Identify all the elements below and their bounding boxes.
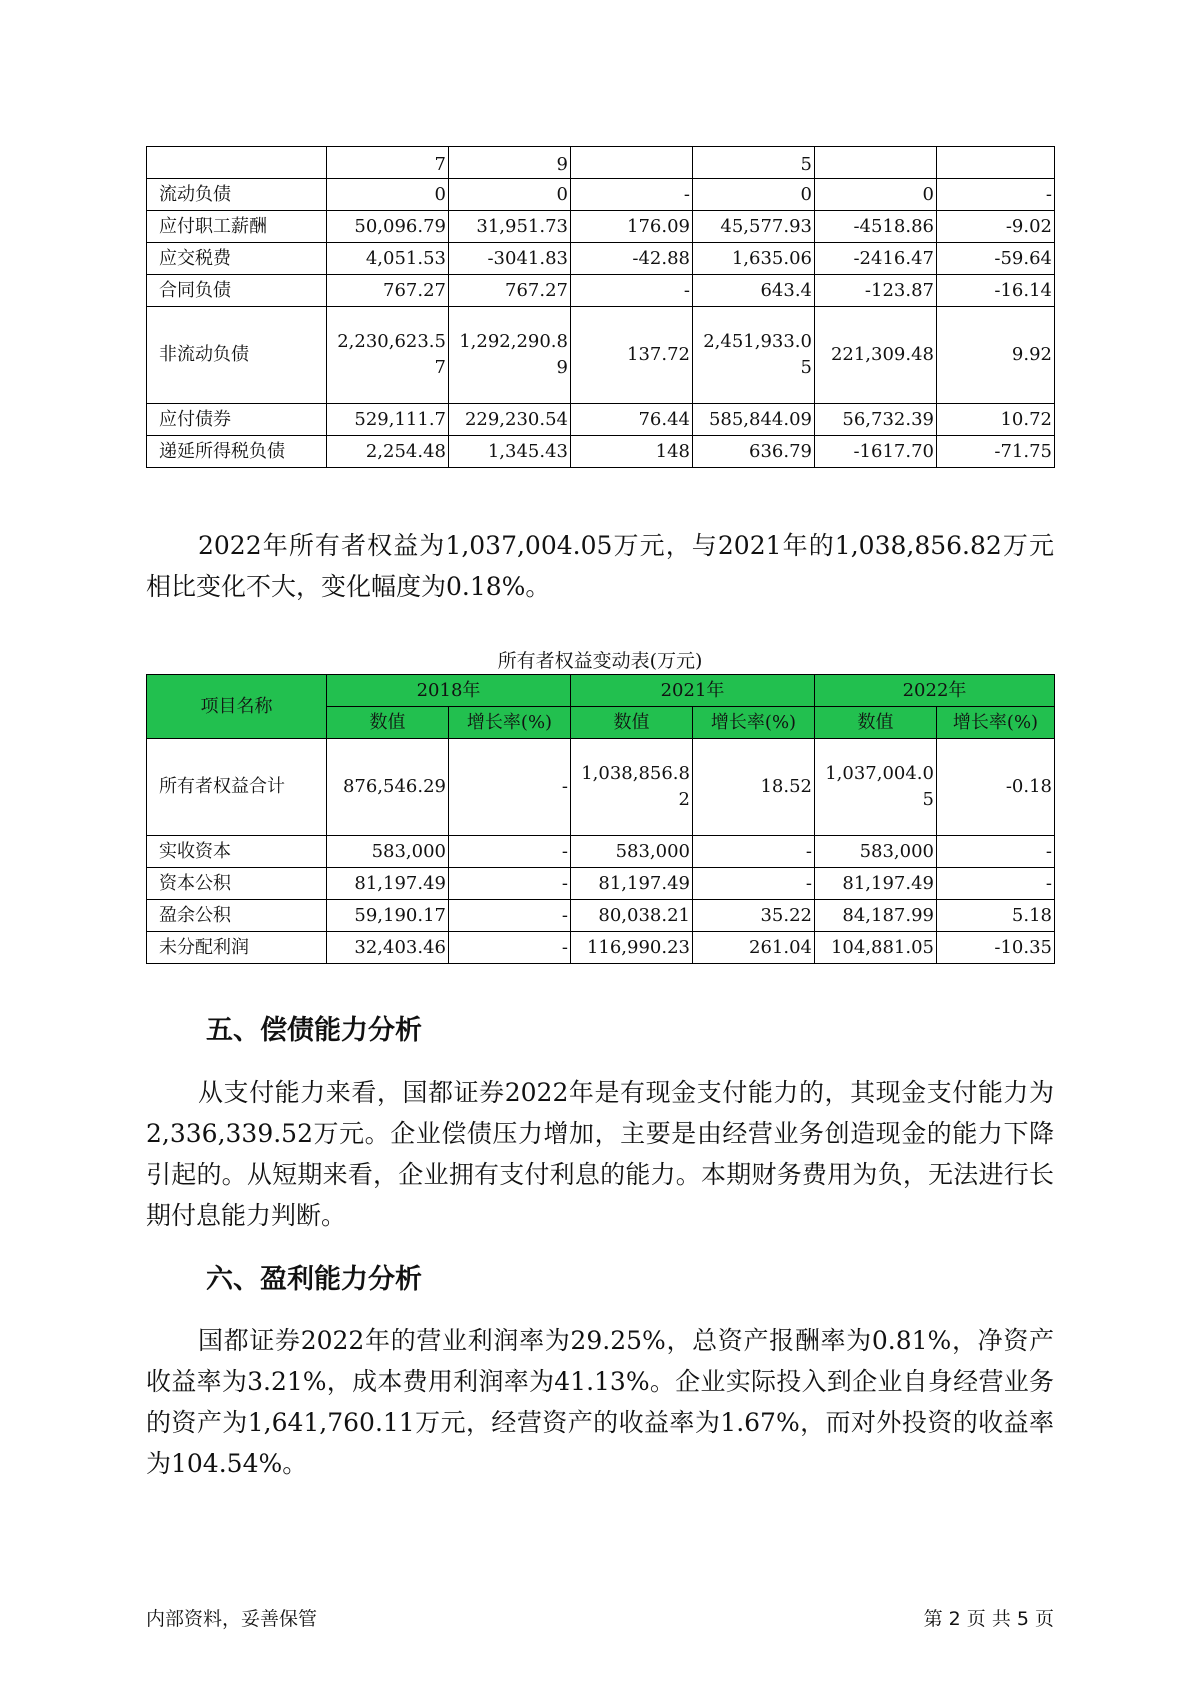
cell: 767.27 [327, 275, 449, 307]
cell: 2,451,933.05 [693, 307, 815, 404]
cell: - [449, 900, 571, 932]
cell: - [937, 868, 1055, 900]
cell: 35.22 [693, 900, 815, 932]
cell [937, 147, 1055, 179]
cell: 50,096.79 [327, 211, 449, 243]
cell: 0 [449, 179, 571, 211]
cell: 10.72 [937, 404, 1055, 436]
cell: - [449, 836, 571, 868]
cell: 4,051.53 [327, 243, 449, 275]
row-label: 应付债券 [147, 404, 327, 436]
cell: 2,230,623.57 [327, 307, 449, 404]
table-row [147, 211, 1055, 243]
cell: -59.64 [937, 243, 1055, 275]
cell: - [571, 179, 693, 211]
cell: 9 [449, 147, 571, 179]
row-label: 应交税费 [147, 243, 327, 275]
row-label [147, 147, 327, 179]
cell: - [693, 836, 815, 868]
cell: 636.79 [693, 436, 815, 468]
cell: 148 [571, 436, 693, 468]
cell: - [449, 739, 571, 836]
cell: 56,732.39 [815, 404, 937, 436]
footer-confidential-note: 内部资料，妥善保管 [146, 1608, 318, 1630]
cell: 876,546.29 [327, 739, 449, 836]
cell: -1617.70 [815, 436, 937, 468]
year-header: 2018年 [327, 675, 571, 707]
cell: 31,951.73 [449, 211, 571, 243]
cell: 1,037,004.05 [815, 739, 937, 836]
section-heading-profitability: 六、盈利能力分析 [206, 1264, 422, 1295]
row-label: 合同负债 [147, 275, 327, 307]
cell: - [449, 932, 571, 964]
cell: -4518.86 [815, 211, 937, 243]
table-row [147, 243, 1055, 275]
cell: -16.14 [937, 275, 1055, 307]
cell: 0 [693, 179, 815, 211]
cell: 116,990.23 [571, 932, 693, 964]
row-label: 未分配利润 [147, 932, 327, 964]
year-header: 2021年 [571, 675, 815, 707]
cell: 45,577.93 [693, 211, 815, 243]
footer-page-number: 第 2 页 共 5 页 [923, 1608, 1054, 1630]
value-header: 数值 [327, 707, 449, 739]
item-header: 项目名称 [147, 675, 327, 739]
table-row [147, 436, 1055, 468]
cell: 1,038,856.82 [571, 739, 693, 836]
cell: - [693, 868, 815, 900]
table-row [147, 932, 1055, 964]
cell: 80,038.21 [571, 900, 693, 932]
growth-header: 增长率(%) [693, 707, 815, 739]
cell: 5 [693, 147, 815, 179]
cell: 76.44 [571, 404, 693, 436]
row-label: 流动负债 [147, 179, 327, 211]
cell: 0 [327, 179, 449, 211]
solvency-paragraph: 从支付能力来看，国都证券2022年是有现金支付能力的，其现金支付能力为2,336,339.52万元。企业偿债压力增加，主要是由经营业务创造现金的能力下降引起的。从短期来看，企业拥有支付利息的能力。本期财务费用为负，无法进行长期付息能力判断。 [146, 1078, 1054, 1230]
table-row [147, 739, 1055, 836]
equity-table [146, 674, 1055, 964]
cell: -9.02 [937, 211, 1055, 243]
cell: - [449, 868, 571, 900]
cell: 767.27 [449, 275, 571, 307]
table-row [147, 900, 1055, 932]
table-row [147, 404, 1055, 436]
cell: -42.88 [571, 243, 693, 275]
cell: -3041.83 [449, 243, 571, 275]
profitability-paragraph: 国都证券2022年的营业利润率为29.25%，总资产报酬率为0.81%，净资产收益率为3.21%，成本费用利润率为41.13%。企业实际投入到企业自身经营业务的资产为1,641,760.11万元，经营资产的收益率为1.67%，而对外投资的收益率为104.54%。 [146, 1326, 1054, 1478]
cell: 2,254.48 [327, 436, 449, 468]
cell: 81,197.49 [571, 868, 693, 900]
growth-header: 增长率(%) [937, 707, 1055, 739]
cell [571, 147, 693, 179]
table-caption: 所有者权益变动表(万元) [497, 650, 703, 672]
cell: 229,230.54 [449, 404, 571, 436]
table-row [147, 147, 1055, 179]
section-heading-solvency: 五、偿债能力分析 [206, 1015, 422, 1046]
cell: -71.75 [937, 436, 1055, 468]
cell: 5.18 [937, 900, 1055, 932]
cell: -123.87 [815, 275, 937, 307]
row-label: 非流动负债 [147, 307, 327, 404]
row-label: 资本公积 [147, 868, 327, 900]
cell: 81,197.49 [327, 868, 449, 900]
table-header-row [147, 675, 1055, 707]
cell: 104,881.05 [815, 932, 937, 964]
equity-summary-paragraph: 2022年所有者权益为1,037,004.05万元，与2021年的1,038,856.82万元相比变化不大，变化幅度为0.18%。 [146, 531, 1054, 601]
year-header: 2022年 [815, 675, 1055, 707]
cell: 643.4 [693, 275, 815, 307]
cell: 0 [815, 179, 937, 211]
cell: - [937, 179, 1055, 211]
value-header: 数值 [815, 707, 937, 739]
cell: 9.92 [937, 307, 1055, 404]
cell [815, 147, 937, 179]
cell: 583,000 [571, 836, 693, 868]
cell: 1,345.43 [449, 436, 571, 468]
value-header: 数值 [571, 707, 693, 739]
cell: -0.18 [937, 739, 1055, 836]
cell: 1,292,290.89 [449, 307, 571, 404]
cell: 583,000 [327, 836, 449, 868]
table-row [147, 307, 1055, 404]
liabilities-table [146, 146, 1055, 468]
growth-header: 增长率(%) [449, 707, 571, 739]
cell: - [571, 275, 693, 307]
table-row [147, 868, 1055, 900]
cell: 583,000 [815, 836, 937, 868]
cell: 176.09 [571, 211, 693, 243]
cell: 261.04 [693, 932, 815, 964]
cell: 221,309.48 [815, 307, 937, 404]
row-label: 实收资本 [147, 836, 327, 868]
cell: 1,635.06 [693, 243, 815, 275]
cell: 32,403.46 [327, 932, 449, 964]
row-label: 递延所得税负债 [147, 436, 327, 468]
cell: 7 [327, 147, 449, 179]
cell: 137.72 [571, 307, 693, 404]
row-label: 所有者权益合计 [147, 739, 327, 836]
cell: 59,190.17 [327, 900, 449, 932]
table-row [147, 275, 1055, 307]
cell: 585,844.09 [693, 404, 815, 436]
cell: 84,187.99 [815, 900, 937, 932]
cell: 529,111.7 [327, 404, 449, 436]
row-label: 盈余公积 [147, 900, 327, 932]
cell: - [937, 836, 1055, 868]
cell: 18.52 [693, 739, 815, 836]
row-label: 应付职工薪酬 [147, 211, 327, 243]
cell: 81,197.49 [815, 868, 937, 900]
table-row [147, 179, 1055, 211]
cell: -10.35 [937, 932, 1055, 964]
cell: -2416.47 [815, 243, 937, 275]
table-row [147, 836, 1055, 868]
